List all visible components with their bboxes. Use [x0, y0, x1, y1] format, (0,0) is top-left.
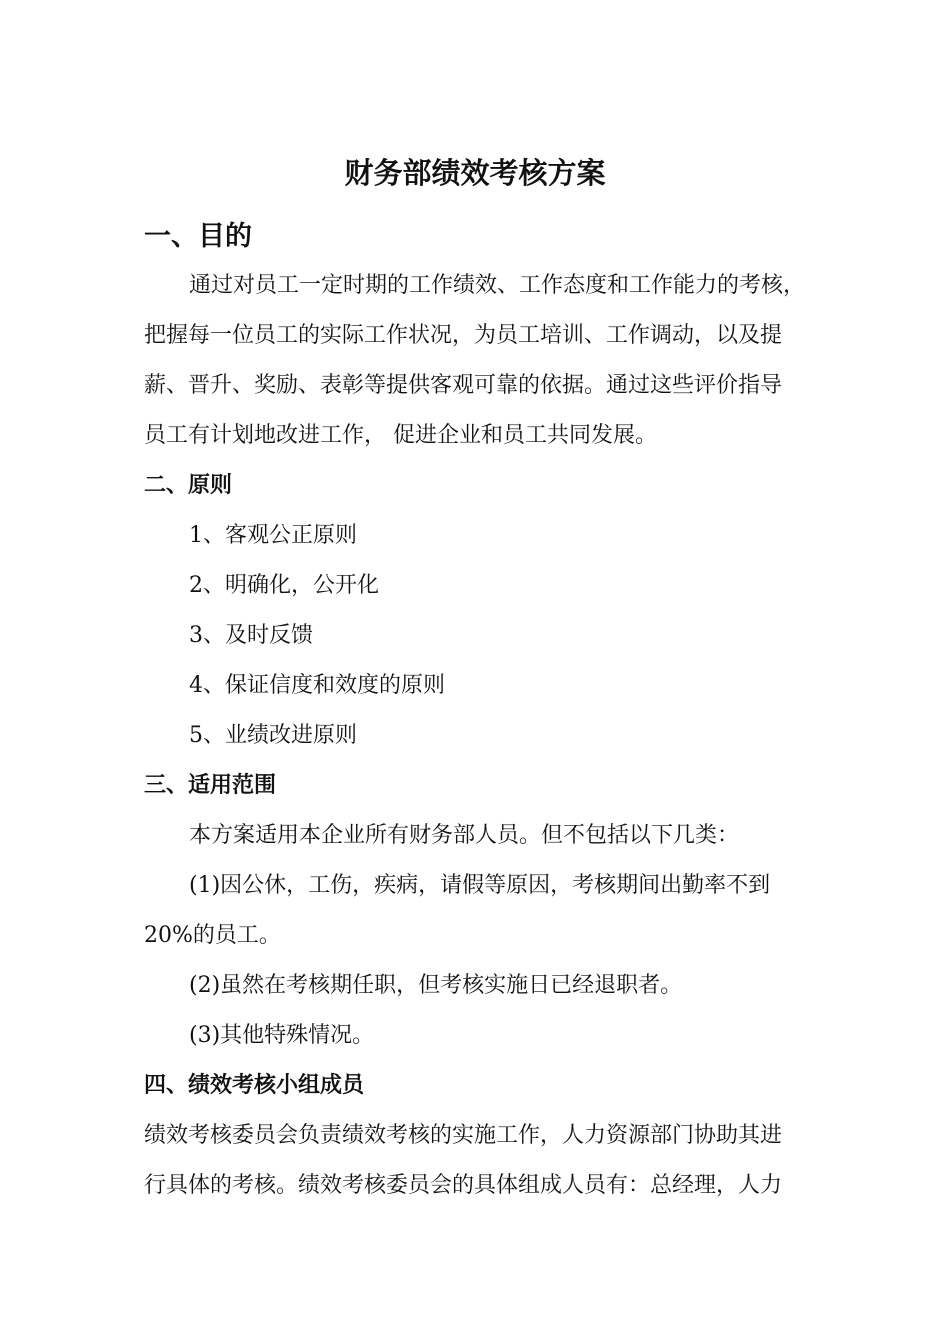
list-item: 1、客观公正原则: [189, 523, 357, 548]
section-heading-principles: 二、原则: [144, 473, 233, 498]
section-heading-purpose: 一、目的: [144, 221, 252, 252]
paragraph-line: 员工有计划地改进工作， 促进企业和员工共同发展。: [144, 423, 657, 448]
list-item: 3、及时反馈: [189, 623, 313, 648]
paragraph-line: 本方案适用本企业所有财务部人员。但不包括以下几类：: [189, 823, 740, 848]
section-heading-scope: 三、适用范围: [144, 773, 277, 798]
paragraph-line: (2)虽然在考核期任职，但考核实施日已经退职者。: [189, 973, 683, 998]
paragraph-line: (3)其他特殊情况。: [189, 1023, 375, 1048]
paragraph-line: 行具体的考核。绩效考核委员会的具体组成人员有：总经理，人力: [144, 1173, 783, 1198]
paragraph-line: 把握每一位员工的实际工作状况，为员工培训、工作调动，以及提: [144, 323, 783, 348]
paragraph-line: (1)因公休，工伤，疾病，请假等原因，考核期间出勤率不到: [189, 873, 771, 898]
section-heading-committee: 四、绩效考核小组成员: [144, 1073, 365, 1098]
document-title: 财务部绩效考核方案: [344, 156, 606, 190]
paragraph-line: 薪、晋升、奖励、表彰等提供客观可靠的依据。通过这些评价指导: [144, 373, 783, 398]
paragraph-line: 通过对员工一定时期的工作绩效、工作态度和工作能力的考核，: [189, 273, 806, 298]
list-item: 5、业绩改进原则: [189, 723, 357, 748]
paragraph-line: 绩效考核委员会负责绩效考核的实施工作，人力资源部门协助其进: [144, 1123, 783, 1148]
paragraph-line: 20%的员工。: [144, 923, 281, 948]
list-item: 2、明确化，公开化: [189, 573, 379, 598]
list-item: 4、保证信度和效度的原则: [189, 673, 445, 698]
